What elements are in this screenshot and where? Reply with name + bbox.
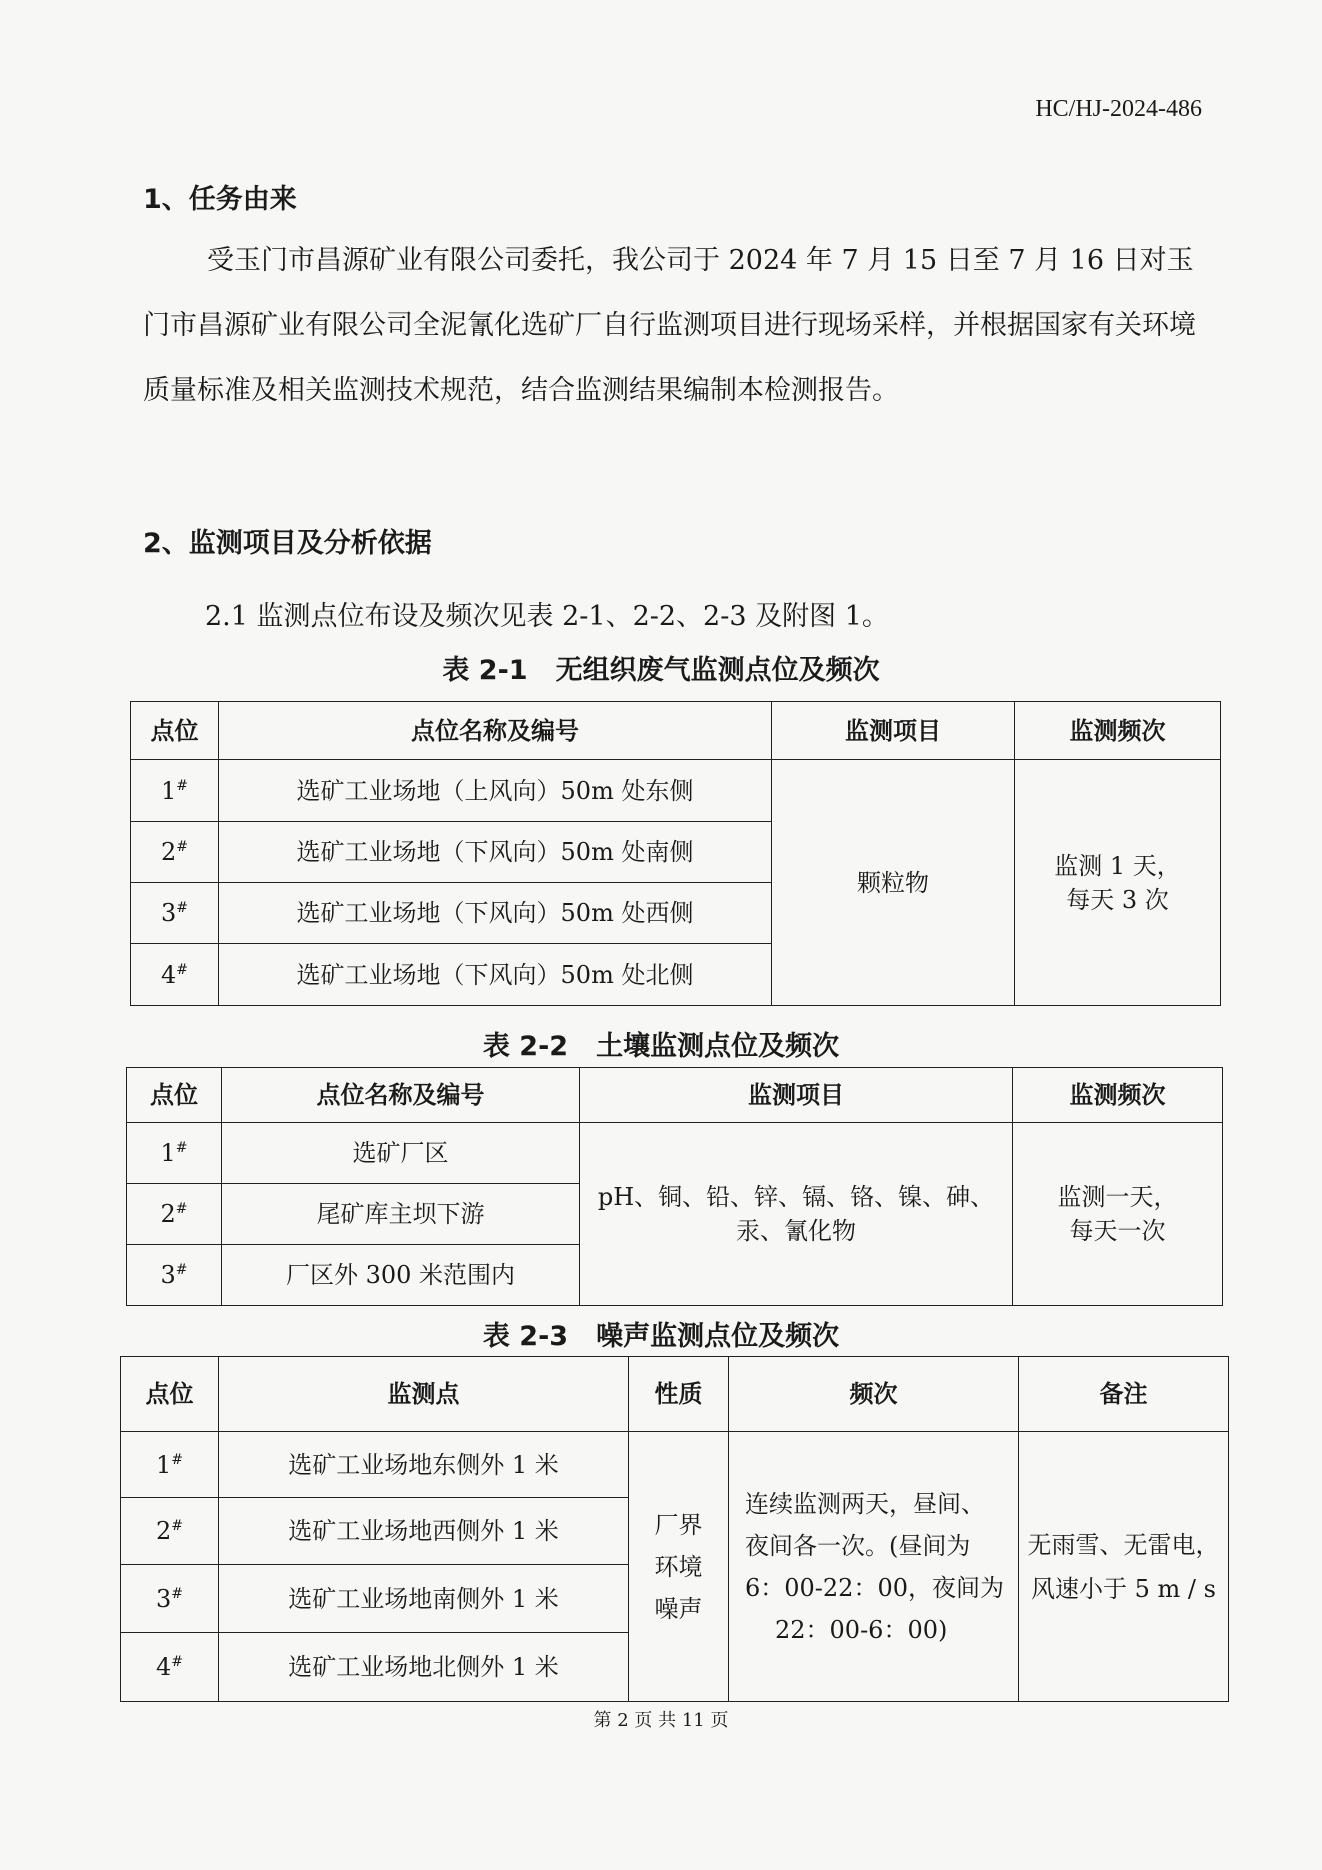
frequency-cell (1013, 1123, 1223, 1306)
nature-line: 噪声 (654, 1594, 703, 1623)
table-2-2 (126, 1067, 1223, 1306)
caption-number: 表 2-2 (482, 1031, 569, 1062)
frequency-line: 22：00-6：00) (775, 1615, 948, 1644)
header-point: 点位 (127, 1068, 222, 1123)
header-nature: 性质 (629, 1357, 729, 1432)
frequency-cell (1015, 760, 1221, 1006)
page-footer: 第 2 页 共 11 页 (593, 1710, 729, 1731)
header-item: 监测项目 (580, 1068, 1013, 1123)
point-cell: 3# (121, 1565, 219, 1633)
header-point: 点位 (131, 702, 219, 760)
item-line: 汞、氰化物 (736, 1217, 856, 1245)
frequency-line: 6：00-22：00，夜间为 (745, 1573, 1004, 1602)
point-cell: 1# (131, 760, 219, 822)
item-cell (580, 1123, 1013, 1306)
nature-cell (629, 1432, 729, 1702)
point-name-cell: 厂区外 300 米范围内 (222, 1245, 580, 1306)
point-mark: # (176, 839, 188, 855)
header-point: 点位 (121, 1357, 219, 1432)
table-row (127, 1123, 1223, 1184)
section-1-paragraph: 受玉门市昌源矿业有限公司委托，我公司于 2024 年 7 月 15 日至 7 月 16 日对玉门市昌源矿业有限公司全泥氰化选矿厂自行监测项目进行现场采样，并根据国家有关环境质量标准及相关监测技术规范，结合监测结果编制本检测报告。 (143, 245, 1196, 406)
frequency-line: 监测 1 天， (1054, 851, 1181, 880)
frequency-line: 连续监测两天，昼间、 (745, 1489, 985, 1518)
caption-title: 无组织废气监测点位及频次 (555, 655, 880, 686)
point-mark: # (171, 1654, 183, 1670)
point-mark: # (176, 961, 188, 978)
table-row (131, 760, 1221, 822)
table-2-3 (120, 1356, 1229, 1702)
point-cell: 2# (127, 1184, 222, 1245)
point-mark: # (175, 1140, 188, 1156)
point-cell: 4# (131, 944, 219, 1006)
point-mark: # (176, 777, 188, 794)
point-cell: 2# (121, 1498, 219, 1565)
table-2-1-caption (0, 648, 1322, 687)
header-frequency: 监测频次 (1015, 702, 1221, 760)
frequency-line: 夜间各一次。(昼间为 (745, 1531, 971, 1560)
point-name-cell: 尾矿库主坝下游 (222, 1184, 580, 1245)
point-mark: # (175, 1262, 188, 1278)
caption-title: 噪声监测点位及频次 (596, 1321, 840, 1352)
header-point-name: 点位名称及编号 (222, 1068, 580, 1123)
table-2-1 (130, 701, 1221, 1006)
header-item: 监测项目 (772, 702, 1015, 760)
point-cell: 2# (131, 822, 219, 883)
caption-number: 表 2-3 (482, 1321, 569, 1352)
point-cell: 1# (121, 1432, 219, 1498)
remarks-line: 无雨雪、无雷电， (1027, 1530, 1220, 1559)
monitor-point-cell: 选矿工业场地西侧外 1 米 (219, 1498, 629, 1565)
remarks-cell (1019, 1432, 1229, 1702)
point-cell: 3# (131, 883, 219, 944)
point-name-cell: 选矿工业场地（下风向）50m 处西侧 (219, 883, 772, 944)
frequency-line: 每天 3 次 (1066, 885, 1169, 914)
frequency-line: 每天一次 (1069, 1217, 1166, 1245)
point-cell: 3# (127, 1245, 222, 1306)
table-header-row (131, 702, 1221, 760)
section-2-heading: 2、监测项目及分析依据 (143, 528, 432, 559)
remarks-line: 风速小于 5 m / s (1031, 1574, 1216, 1603)
frequency-line: 监测一天， (1057, 1183, 1178, 1211)
monitor-point-cell: 选矿工业场地东侧外 1 米 (219, 1432, 629, 1498)
item-cell: 颗粒物 (772, 760, 1015, 1006)
header-remarks: 备注 (1019, 1357, 1229, 1432)
section-1-heading: 1、任务由来 (143, 184, 297, 215)
frequency-cell (729, 1432, 1019, 1702)
header-frequency: 频次 (729, 1357, 1019, 1432)
nature-line: 环境 (654, 1552, 703, 1581)
point-mark: # (171, 1451, 183, 1468)
point-mark: # (176, 900, 188, 916)
header-point-name: 点位名称及编号 (219, 702, 772, 760)
point-name-cell: 选矿工业场地（下风向）50m 处南侧 (219, 822, 772, 883)
monitor-point-cell: 选矿工业场地北侧外 1 米 (219, 1633, 629, 1702)
table-header-row (121, 1357, 1229, 1432)
document-number: HC/HJ-2024-486 (1035, 96, 1202, 122)
section-2-1-text: 2.1 监测点位布设及频次见表 2-1、2-2、2-3 及附图 1。 (205, 601, 889, 632)
nature-line: 厂界 (654, 1510, 703, 1539)
monitor-point-cell: 选矿工业场地南侧外 1 米 (219, 1565, 629, 1633)
point-name-cell: 选矿工业场地（下风向）50m 处北侧 (219, 944, 772, 1006)
table-header-row (127, 1068, 1223, 1123)
item-line: pH、铜、铅、锌、镉、铬、镍、砷、 (597, 1183, 995, 1211)
point-cell: 4# (121, 1633, 219, 1702)
table-2-3-caption (0, 1314, 1322, 1353)
caption-title: 土壤监测点位及频次 (596, 1031, 840, 1062)
table-2-2-caption (0, 1024, 1322, 1063)
caption-number: 表 2-1 (442, 655, 528, 686)
point-mark: # (171, 1585, 183, 1602)
table-row (121, 1432, 1229, 1498)
point-mark: # (175, 1201, 188, 1217)
point-mark: # (171, 1518, 183, 1534)
header-frequency: 监测频次 (1013, 1068, 1223, 1123)
header-monitor-point: 监测点 (219, 1357, 629, 1432)
point-name-cell: 选矿厂区 (222, 1123, 580, 1184)
point-cell: 1# (127, 1123, 222, 1184)
point-name-cell: 选矿工业场地（上风向）50m 处东侧 (219, 760, 772, 822)
